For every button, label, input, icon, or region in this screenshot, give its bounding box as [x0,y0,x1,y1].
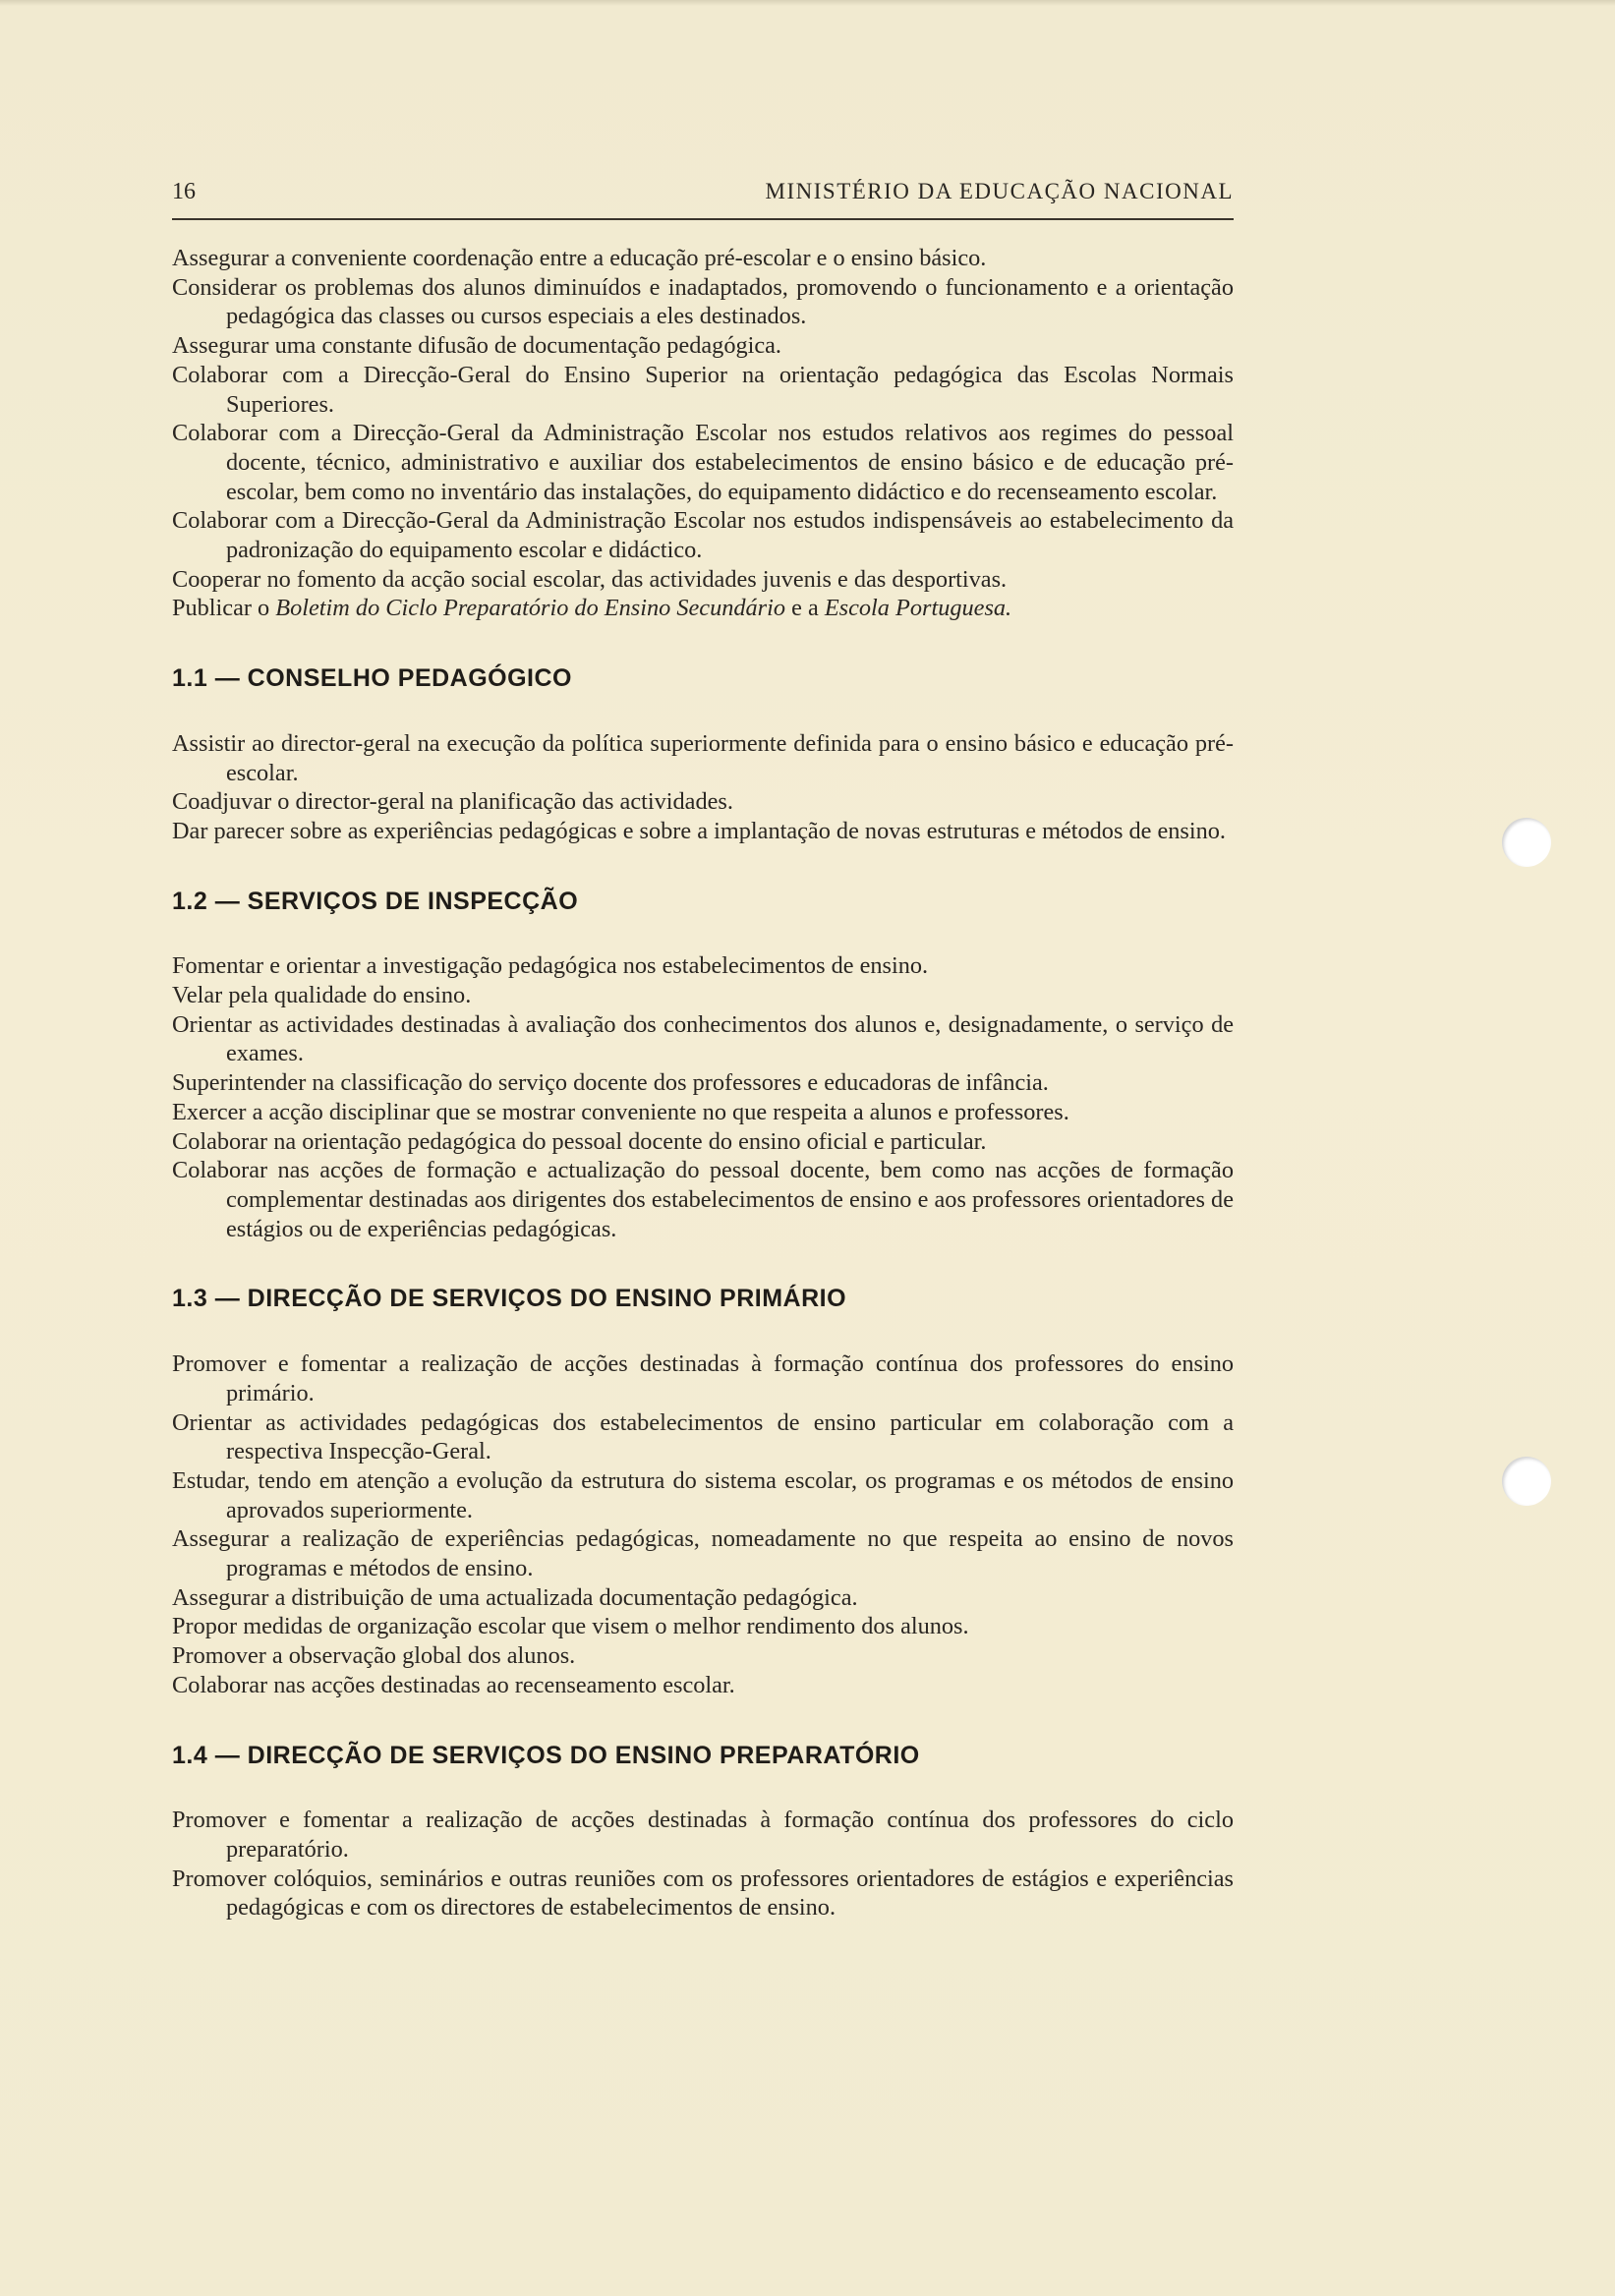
list-item: Promover a observação global dos alunos. [172,1642,576,1670]
list-item: Coadjuvar o director-geral na planificação das actividades. [172,788,733,816]
list-item: Cooperar no fomento da acção social escolar, das actividades juvenis e das desportivas. [172,565,1008,593]
page-body [172,244,1234,1923]
list-item: Propor medidas de organização escolar que visem o melhor rendimento dos alunos. [172,1613,969,1640]
section-1-3-list [172,1349,1234,1699]
list-item: Promover colóquios, seminários e outras reuniões com os professores orientadores de estágios e experiências pedagógicas e com os directores de estabelecimentos de ensino. [172,1865,1234,1922]
list-item: Dar parecer sobre as experiências pedagógicas e sobre a implantação de novas estruturas e métodos de ensino. [172,817,1227,844]
list-item: Colaborar com a Direcção-Geral da Administração Escolar nos estudos relativos aos regimes do pessoal docente, técnico, administrativo e auxiliar dos estabelecimentos de ensino básico e de educação pré-escolar, bem como no inventário das instalações, do equipamento didáctico e do recenseamento escolar. [172,420,1234,505]
list-item: Colaborar na orientação pedagógica do pessoal docente do ensino oficial e particular. [172,1127,987,1155]
section-heading-1-3: 1.3 — DIRECÇÃO DE SERVIÇOS DO ENSINO PRIMÁRIO [172,1285,847,1313]
page-number: 16 [172,179,196,204]
list-item: Velar pela qualidade do ensino. [172,982,472,1009]
list-item: Colaborar nas acções destinadas ao recenseamento escolar. [172,1671,735,1698]
publish-item [172,594,1234,623]
section-heading-1-2: 1.2 — SERVIÇOS DE INSPECÇÃO [172,887,579,915]
list-item: Orientar as actividades pedagógicas dos estabelecimentos de ensino particular em colaboração com a respectiva Inspecção-Geral. [172,1408,1234,1465]
publication-title-escola: Escola Portuguesa. [824,595,1012,622]
list-item: Colaborar com a Direcção-Geral do Ensino Superior na orientação pedagógica das Escolas Normais Superiores. [172,361,1234,418]
list-item: Assegurar a conveniente coordenação entre a educação pré-escolar e o ensino básico. [172,245,987,271]
section-heading-1-4: 1.4 — DIRECÇÃO DE SERVIÇOS DO ENSINO PREPARATÓRIO [172,1741,920,1769]
list-item: Considerar os problemas dos alunos diminuídos e inadaptados, promovendo o funcionamento e a orientação pedagógica das classes ou cursos especiais a eles destinados. [172,273,1234,330]
list-item: Orientar as actividades destinadas à avaliação dos conhecimentos dos alunos e, designadamente, o serviço de exames. [172,1010,1234,1067]
intro-list [172,244,1234,623]
publish-prefix: Publicar o [172,595,276,622]
page-header [172,175,1234,214]
header-rule [172,218,1234,220]
page-top-edge [0,0,1615,6]
section-1-2-list [172,951,1234,1243]
section-1-1-list [172,729,1234,846]
list-item: Exercer a acção disciplinar que se mostrar conveniente no que respeita a alunos e professores. [172,1098,1069,1125]
running-title: MINISTÉRIO DA EDUCAÇÃO NACIONAL [765,179,1234,203]
section-heading-1-1: 1.1 — CONSELHO PEDAGÓGICO [172,664,573,693]
list-item: Estudar, tendo em atenção a evolução da estrutura do sistema escolar, os programas e os métodos de ensino aprovados superiormente. [172,1466,1234,1523]
list-item: Fomentar e orientar a investigação pedagógica nos estabelecimentos de ensino. [172,952,929,980]
list-item: Promover e fomentar a realização de acções destinadas à formação contínua dos professores do ciclo preparatório. [172,1807,1234,1863]
section-1-4-list [172,1806,1234,1923]
list-item: Assegurar uma constante difusão de documentação pedagógica. [172,332,782,360]
list-item: Promover e fomentar a realização de acções destinadas à formação contínua dos professores do ensino primário. [172,1350,1234,1406]
publish-middle: e a [785,595,825,622]
punch-hole-upper [1502,818,1551,867]
list-item: Assegurar a realização de experiências pedagógicas, nomeadamente no que respeita ao ensino de novos programas e métodos de ensino. [172,1525,1234,1582]
punch-hole-lower [1502,1457,1551,1506]
list-item: Assistir ao director-geral na execução da política superiormente definida para o ensino básico e educação pré-escolar. [172,729,1234,786]
list-item: Colaborar com a Direcção-Geral da Administração Escolar nos estudos indispensáveis ao estabelecimento da padronização do equipamento escolar e didáctico. [172,507,1234,564]
list-item: Superintender na classificação do serviço docente dos professores e educadoras de infância. [172,1069,1049,1097]
list-item: Assegurar a distribuição de uma actualizada documentação pedagógica. [172,1583,858,1611]
publication-title-boletim: Boletim do Ciclo Preparatório do Ensino Secundário [275,595,786,622]
list-item: Colaborar nas acções de formação e actualização do pessoal docente, bem como nas acções de formação complementar destinadas aos dirigentes dos estabelecimentos de ensino e aos professores orientadores de estágios ou de experiências pedagógicas. [172,1157,1234,1242]
